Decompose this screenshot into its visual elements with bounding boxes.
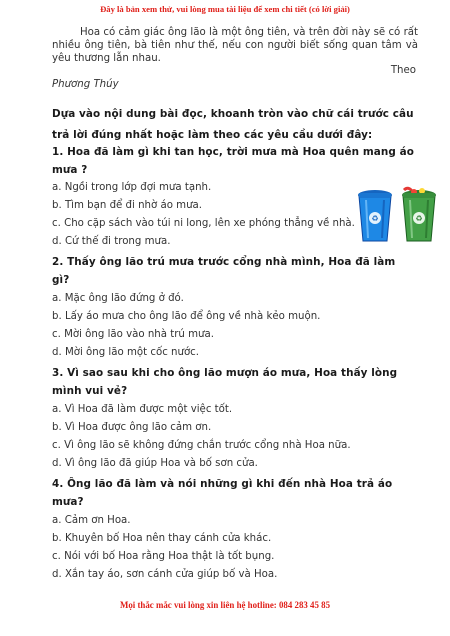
question-2-option-d[interactable]: d. Mời ông lão một cốc nước. [52, 347, 200, 358]
question-2-option-a[interactable]: a. Mặc ông lão đứng ở đó. [52, 293, 184, 304]
author-name: Phương Thúy [52, 79, 119, 90]
question-1-option-a[interactable]: a. Ngồi trong lớp đợi mưa tạnh. [52, 182, 212, 193]
reading-passage: Hoa có cảm giác ông lão là một ông tiên, và trên đời này sẽ có rất nhiều ông tiên, bà tiên như thế, nếu con người biết sống quan tâm và yêu thương lẫn nhau. [52, 27, 418, 65]
question-4-option-c[interactable]: c. Nói với bố Hoa rằng Hoa thật là tốt bụng. [52, 551, 275, 562]
svg-text:♻: ♻ [415, 214, 423, 223]
question-4-option-d[interactable]: d. Xắn tay áo, sơn cánh cửa giúp bố và Hoa. [52, 569, 278, 580]
preview-notice: Đây là bản xem thử, vui lòng mua tài liệu để xem chi tiết (có lời giải) [100, 4, 350, 14]
question-1-option-c[interactable]: c. Cho cặp sách vào túi ni long, lên xe phóng thẳng về nhà. [52, 218, 355, 229]
recycle-bins-icon [356, 186, 438, 244]
instruction-line: trả lời đúng nhất hoặc làm theo các yêu cầu dưới đây: [52, 129, 373, 141]
svg-text:♻: ♻ [371, 214, 379, 223]
question-2-option-b[interactable]: b. Lấy áo mưa cho ông lão để ông về nhà kẻo muộn. [52, 311, 321, 322]
question-4-option-b[interactable]: b. Khuyên bố Hoa nên thay cánh cửa khác. [52, 533, 272, 544]
question-4-option-a[interactable]: a. Cảm ơn Hoa. [52, 515, 131, 526]
question-2-option-c[interactable]: c. Mời ông lão vào nhà trú mưa. [52, 329, 214, 340]
question-3-option-a[interactable]: a. Vì Hoa đã làm được một việc tốt. [52, 404, 233, 415]
question-1-option-b[interactable]: b. Tìm bạn để đi nhờ áo mưa. [52, 200, 203, 211]
question-2-title-cont: gì? [52, 274, 70, 286]
instruction-line: Dựa vào nội dung bài đọc, khoanh tròn vào chữ cái trước câu [52, 108, 414, 120]
green-bin-icon [402, 188, 436, 241]
question-1-option-d[interactable]: d. Cứ thế đi trong mưa. [52, 236, 171, 247]
question-1-title-cont: mưa ? [52, 164, 88, 176]
source-label: Theo [390, 65, 416, 76]
hotline-notice: Mọi thắc mắc vui lòng xin liên hệ hotline: 084 283 45 85 [119, 600, 331, 610]
question-4-title-cont: mưa? [52, 496, 84, 508]
blue-bin-icon [358, 190, 392, 241]
question-3-option-b[interactable]: b. Vì Hoa được ông lão cảm ơn. [52, 422, 212, 433]
question-1-title: 1. Hoa đã làm gì khi tan học, trời mưa mà Hoa quên mang áo [52, 146, 415, 158]
question-3-option-d[interactable]: d. Vì ông lão đã giúp Hoa và bố sơn cửa. [52, 458, 258, 469]
question-4-title: 4. Ông lão đã làm và nói những gì khi đến nhà Hoa trả áo [52, 478, 393, 490]
question-3-title-cont: mình vui vẻ? [52, 385, 128, 397]
question-2-title: 2. Thấy ông lão trú mưa trước cổng nhà mình, Hoa đã làm [52, 256, 396, 268]
question-3-title: 3. Vì sao sau khi cho ông lão mượn áo mưa, Hoa thấy lòng [52, 367, 398, 379]
question-3-option-c[interactable]: c. Vì ông lão sẽ không đứng chắn trước cổng nhà Hoa nữa. [52, 440, 351, 451]
